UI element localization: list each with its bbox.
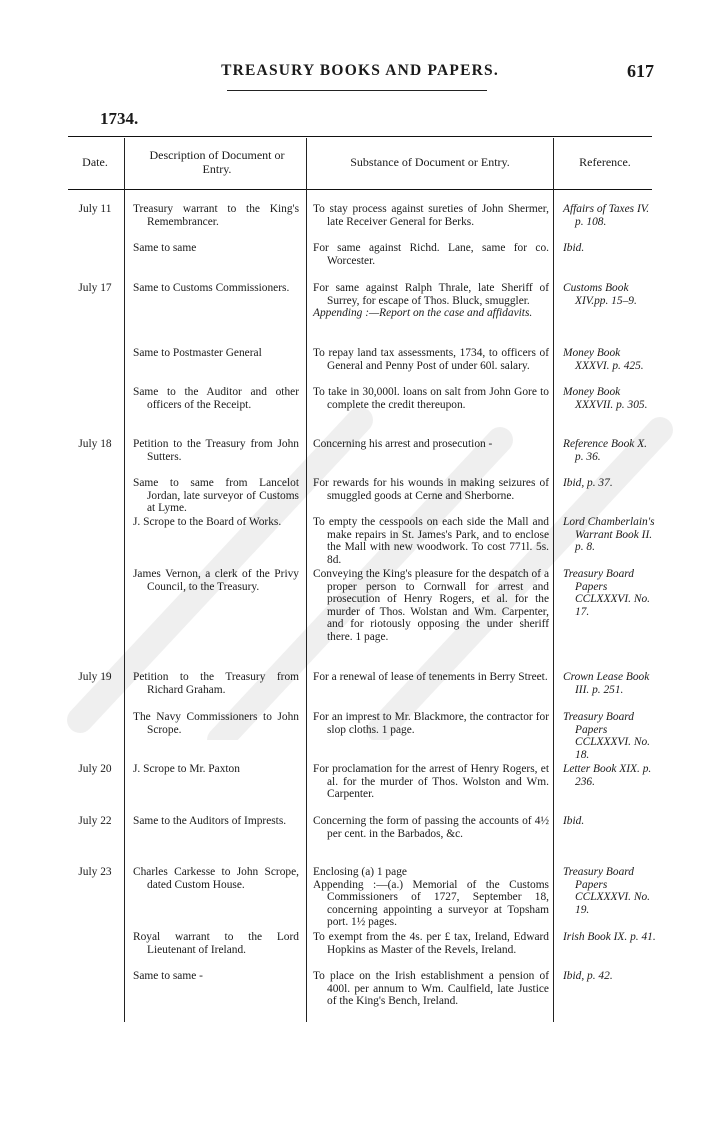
row-reference: Treasury Board Papers CCLXXXVI. No. 19. xyxy=(563,866,650,916)
row-substance: Conveying the King's pleasure for the despatch of a proper person to Cornwall for arrest and prosecution of Henry Rogers, et al. for the murder of Thos. Wolstan and Wm. Carpenter, and for riotously opposing the under sheriff there. 1 page. xyxy=(313,568,549,643)
column-divider xyxy=(306,138,307,1022)
row-date: July 22 xyxy=(78,815,112,827)
row-substance: To exempt from the 4s. per £ tax, Ireland, Edward Hopkins as Master of the Revels, Ireland. xyxy=(313,931,549,956)
row-substance: For an imprest to Mr. Blackmore, the contractor for slop cloths. 1 page. xyxy=(313,711,549,736)
row-description: Same to the Auditors of Imprests. xyxy=(133,815,287,827)
row-reference: Treasury Board Papers CCLXXXVI. No. 18. xyxy=(563,711,650,761)
row-reference: Crown Lease Book III. p. 251. xyxy=(563,671,650,696)
row-date: July 23 xyxy=(78,866,112,878)
row-substance: For rewards for his wounds in making seizures of smuggled goods at Cerne and Sherborne. xyxy=(313,477,549,502)
row-substance: For proclamation for the arrest of Henry Rogers, et al. for the murder of Thos. Wolston and Wm. Carpenter. xyxy=(313,763,549,801)
row-reference: Ibid, p. 37. xyxy=(563,477,613,489)
column-header-reference: Reference. xyxy=(579,155,631,169)
column-divider xyxy=(553,138,554,1022)
row-date: July 19 xyxy=(78,671,112,683)
row-description: Same to the Auditor and other officers of the Receipt. xyxy=(133,386,299,411)
row-description: Treasury warrant to the King's Remembrancer. xyxy=(133,203,299,228)
row-description: J. Scrope to Mr. Paxton xyxy=(133,763,240,775)
row-description: Petition to the Treasury from John Sutters. xyxy=(133,438,299,463)
row-description: J. Scrope to the Board of Works. xyxy=(133,516,282,528)
row-substance: To place on the Irish establishment a pension of 400l. per annum to Wm. Caulfield, late Justice of the King's Bench, Ireland. xyxy=(313,970,549,1008)
row-description: Charles Carkesse to John Scrope, dated Custom House. xyxy=(133,866,299,891)
column-divider xyxy=(124,138,125,1022)
table-top-rule xyxy=(68,136,652,137)
row-reference: Customs Book XIV.pp. 15–9. xyxy=(563,282,637,307)
row-description: Royal warrant to the Lord Lieutenant of Ireland. xyxy=(133,931,299,956)
row-date: July 11 xyxy=(78,203,112,215)
row-reference: Money Book XXXVI. p. 425. xyxy=(563,347,644,372)
year-label: 1734. xyxy=(100,109,139,128)
row-reference: Ibid, p. 42. xyxy=(563,970,613,982)
row-substance-appending: Appending :—Report on the case and affidavits. xyxy=(313,307,533,320)
row-description: Same to Customs Commissioners. xyxy=(133,282,290,294)
row-description: Same to same from Lancelot Jordan, late surveyor of Customs at Lyme. xyxy=(133,477,299,515)
table-header-rule xyxy=(68,189,652,190)
row-description: James Vernon, a clerk of the Privy Council, to the Treasury. xyxy=(133,568,299,593)
row-substance: To repay land tax assessments, 1734, to officers of General and Penny Post of under 60l. salary. xyxy=(313,347,549,372)
row-reference: Ibid. xyxy=(563,242,585,254)
row-reference: Ibid. xyxy=(563,815,585,827)
row-substance: Enclosing (a) 1 page xyxy=(313,866,407,878)
row-date: July 20 xyxy=(78,763,112,775)
row-description: Same to same xyxy=(133,242,197,254)
row-substance: For same against Ralph Thrale, late Sheriff of Surrey, for escape of Thos. Bluck, smuggler. xyxy=(313,282,549,307)
page-number: 617 xyxy=(627,61,654,81)
row-description: The Navy Commissioners to John Scrope. xyxy=(133,711,299,736)
row-reference: Treasury Board Papers CCLXXXVI. No. 17. xyxy=(563,568,650,618)
row-reference: Lord Chamberlain's Warrant Book II. p. 8. xyxy=(563,516,655,554)
row-reference: Letter Book XIX. p. 236. xyxy=(563,763,652,788)
row-reference: Irish Book IX. p. 41. xyxy=(563,931,656,943)
running-title: TREASURY BOOKS AND PAPERS. xyxy=(221,62,499,79)
column-header-date: Date. xyxy=(82,155,108,169)
row-substance: To stay process against sureties of John Shermer, late Receiver General for Berks. xyxy=(313,203,549,228)
page-header xyxy=(0,62,720,90)
row-substance: To take in 30,000l. loans on salt from John Gore to complete the credit thereupon. xyxy=(313,386,549,411)
row-description: Same to same - xyxy=(133,970,203,982)
header-rule xyxy=(227,90,487,91)
row-date: July 17 xyxy=(78,282,112,294)
row-reference: Reference Book X. p. 36. xyxy=(563,438,648,463)
row-description: Petition to the Treasury from Richard Graham. xyxy=(133,671,299,696)
row-description: Same to Postmaster General xyxy=(133,347,262,359)
row-substance: For a renewal of lease of tenements in Berry Street. xyxy=(313,671,548,683)
row-substance: Concerning the form of passing the accounts of 4½ per cent. in the Barbados, &c. xyxy=(313,815,549,840)
row-substance: For same against Richd. Lane, same for co. Worcester. xyxy=(313,242,549,267)
row-reference: Affairs of Taxes IV. p. 108. xyxy=(563,203,650,228)
row-substance: To empty the cesspools on each side the Mall and make repairs in St. James's Park, and to enclose the Mall with new woodwork. To cost 771l. 5s. 8d. xyxy=(313,516,549,566)
row-reference: Money Book XXXVII. p. 305. xyxy=(563,386,648,411)
row-date: July 18 xyxy=(78,438,112,450)
column-header-description: Description of Document or Entry. xyxy=(149,148,285,176)
column-header-substance: Substance of Document or Entry. xyxy=(350,155,510,169)
row-substance: Concerning his arrest and prosecution - xyxy=(313,438,493,450)
row-substance-appending: Appending :—(a.) Memorial of the Customs Commissioners of 1727, September 18, concerning appointing a surveyor at Topsham port. 1½ pages. xyxy=(313,878,549,929)
